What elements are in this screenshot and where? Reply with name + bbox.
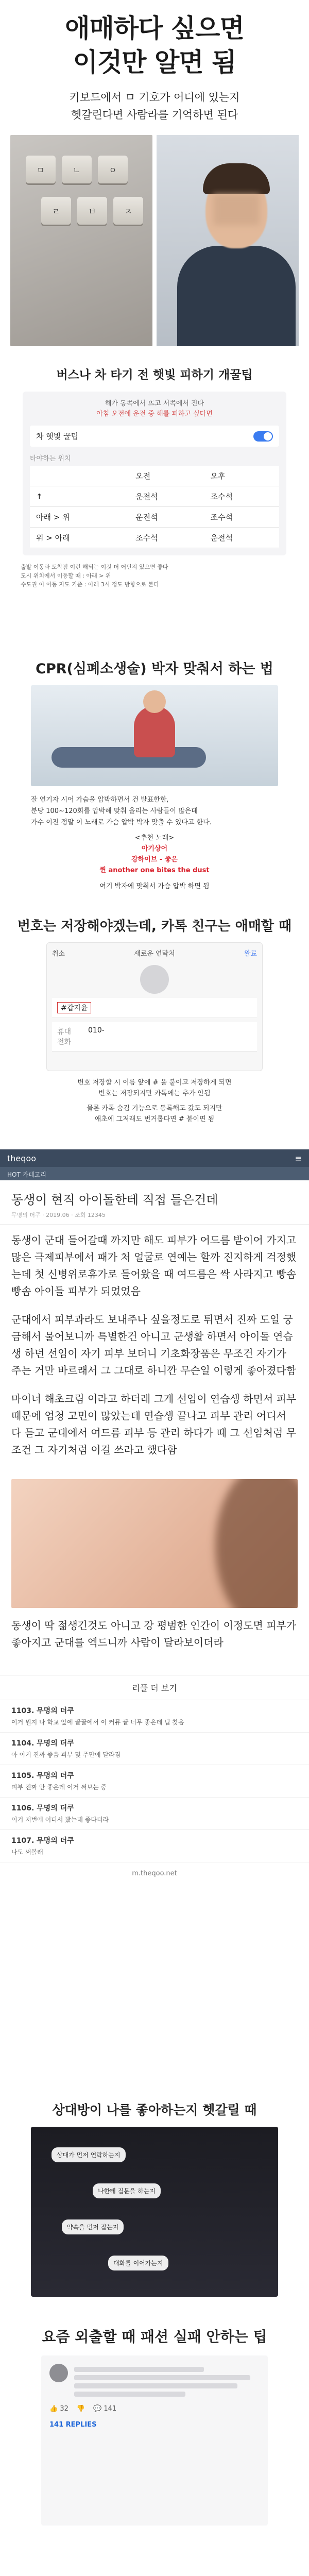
- fashion-title: 요즘 외출할 때 패션 실패 안하는 팁: [42, 2328, 267, 2345]
- contact-title: 번호는 저장해야겠는데, 카톡 친구는 애매할 때: [17, 919, 292, 934]
- comment-text-blurred: [74, 2364, 260, 2400]
- post-title: 동생이 현직 아이돌한테 직접 들은건데: [11, 1193, 218, 1207]
- desc-line-2: 헷갈린다면 사람라를 기억하면 된다: [71, 109, 238, 121]
- key: ㄹ: [41, 197, 71, 225]
- section-sunlight-tip: [0, 361, 309, 654]
- portrait-photo: [157, 135, 299, 346]
- section-fashion-tip: [0, 2318, 309, 2576]
- cpr-body: 잘 연기자 시어 가슴을 압박하면서 건 발표한한, 분당 100~120회를 압박해 맞춰 올리는 사람들이 많은데 가수 이전 정말 이 노래로 가슴 압박 박자 맞출 수 있다고 한다.: [31, 796, 212, 826]
- chat-bubble: 약속을 먼저 잡는지: [62, 2219, 124, 2234]
- screen-title: 새로운 연락처: [134, 950, 175, 958]
- sunlight-title: 버스나 차 타기 전 햇빛 피하기 개꿀팁: [56, 368, 253, 382]
- key: ㅇ: [98, 156, 128, 183]
- toggle-row[interactable]: [30, 426, 279, 447]
- note-line-1: 해가 동쪽에서 뜨고 서쪽에서 진다: [105, 400, 204, 408]
- phone-screenshot: [46, 942, 263, 1071]
- title-line-1: 애매하다 싶으면: [65, 13, 244, 43]
- chat-bubble: 상대가 먼저 연락하는지: [52, 2147, 126, 2162]
- key: ㅈ: [113, 197, 143, 225]
- name-field[interactable]: #갑지윤: [52, 998, 257, 1018]
- post-body-end: [0, 1610, 309, 1670]
- table-row: 위 > 아래 조수석 운전석: [30, 528, 279, 548]
- comment: 1105. 무명의 더쿠 피부 진짜 안 좋은데 이거 써보는 중: [0, 1765, 309, 1798]
- key: ㅂ: [77, 197, 107, 225]
- comment: 1106. 무명의 더쿠 이거 저번에 어디서 봤는데 좋다더라: [0, 1798, 309, 1830]
- seat-table: [30, 466, 279, 548]
- desc-line-1: 키보드에서 ㅁ 기호가 어디에 있는지: [69, 91, 240, 104]
- cpr-title: CPR(심폐소생술) 박자 맞춰서 하는 법: [36, 661, 273, 677]
- keyboard-title: [0, 11, 309, 79]
- site-logo[interactable]: theqoo: [7, 1153, 36, 1163]
- title-line-2: 이것만 알면 됨: [73, 47, 236, 77]
- section-cpr: [0, 654, 309, 914]
- key: ㅁ: [26, 156, 56, 183]
- site-header: [0, 1149, 309, 1167]
- toggle-switch[interactable]: [253, 431, 273, 442]
- table-row: ↑ 운전석 조수석: [30, 486, 279, 507]
- photo-row: [10, 135, 299, 346]
- comment: 1103. 무명의 더쿠 이거 뭔지 나 학교 앞에 끝꿀에서 이 커뮤 끝 너무 좋은데 팁 찾음: [0, 1700, 309, 1733]
- dislike-button[interactable]: 👎: [76, 2405, 85, 2413]
- paragraph: 동생이 군대 들어갈때 까지만 해도 피부가 어드름 밭이어 가지고 많은 극제피부에서 패가 처 얼굴로 연예는 할까 진지하게 걱정했는데 첫 신병위로휴가로 들어왔을 때 여드름은 싹 사라지고 빵솜빵솜 아이들 피부가 되었었음: [11, 1234, 297, 1297]
- key: ㄴ: [62, 156, 92, 183]
- table-row: 아래 > 위 운전석 조수석: [30, 507, 279, 528]
- section-label: 타야하는 위치: [30, 455, 71, 463]
- cpr-illustration: [31, 685, 278, 786]
- replies-link[interactable]: 141 REPLIES: [49, 2421, 97, 2429]
- like-button[interactable]: 👍 32: [49, 2405, 68, 2413]
- chat-bubble: 대화를 이어가는지: [108, 2256, 168, 2270]
- paragraph: 군대에서 피부과라도 보내주나 싶을정도로 튀면서 진짜 도일 궁금해서 물어보니까 특별한건 아니고 군생활 하면서 아이돌 연습생 하던 선임이 자기 피부 보더니 기초화장품은 무조건 자기가 주는 거만 바르래서 그 그대로 하니깐 무슨일 이렇게 좋아졌다함: [11, 1313, 297, 1377]
- keyboard-photo: [10, 135, 152, 346]
- comment-list: [0, 1675, 309, 1885]
- chat-screenshot: [31, 2127, 278, 2297]
- section-contact-tip: [0, 914, 309, 1149]
- youtube-comment: [41, 2355, 268, 2526]
- cancel-button[interactable]: 취소: [52, 950, 65, 958]
- paragraph: 동생이 딱 젊생긴것도 아니고 강 평범한 인간이 이정도면 피부가 좋아지고 군대를 엑드니까 사람이 달라보이더라: [11, 1619, 297, 1649]
- comment: 1104. 무명의 더쿠 아 이거 진짜 좋음 피부 몇 주만에 달라짐: [0, 1733, 309, 1765]
- post-body: [0, 1225, 309, 1477]
- site-url[interactable]: m.theqoo.net: [132, 1870, 177, 1877]
- contact-foot: 번호 저장할 시 이름 앞에 # 을 붙이고 저장하게 되면 번호는 저장되지만 카톡에는 추가 안됨 물론 카톡 숨김 기능으로 동록해도 갔도 되지만 애초에 그저래도 번거롭다면 # 붙이면 됨: [77, 1079, 232, 1123]
- keyboard-desc: [0, 89, 309, 124]
- sunlight-card: [23, 392, 286, 555]
- phone-field[interactable]: 휴대전화 010-: [52, 1022, 257, 1052]
- song-list: <추천 노래> 아기상어 강하이브 - 좋은 퀸 another one bites the dust 여기 박자에 맞춰서 가슴 압박 하면 됨: [99, 834, 210, 890]
- note-line-2: 아침 오전에 운전 중 해를 피하고 싶다면: [96, 410, 213, 418]
- skin-photo: [11, 1479, 298, 1608]
- done-button[interactable]: 완료: [244, 950, 257, 958]
- avatar[interactable]: [49, 2364, 68, 2382]
- contact-topbar: [52, 948, 257, 958]
- post-meta: 무명의 더쿠 · 2019.06 · 조회 12345: [0, 1211, 309, 1225]
- more-comments-button[interactable]: 리플 더 보기: [0, 1675, 309, 1700]
- paragraph: 마이너 해초크림 이라고 하더래 그게 선임이 연습생 하면서 피부 때문에 엄청 고민이 많았는데 연습생 끝나고 피부 관리 어디서 다 듣고 군대에서 여드름 피부 등 관리 하다가 때 그 선임처럼 무조건 그 자기처럼 이걸 쓰라고 했다함: [11, 1393, 297, 1456]
- comment-actions: [49, 2405, 260, 2413]
- table-header-row: 오전 오후: [30, 466, 279, 486]
- crush-title: 상대방이 나를 좋아하는지 헷갈릴 때: [52, 2103, 257, 2117]
- board-name[interactable]: HOT 카테고리: [0, 1167, 309, 1180]
- section-crush-tip: [0, 2092, 309, 2318]
- chat-bubble: 나한테 질문을 하는지: [93, 2183, 161, 2198]
- toggle-label: 차 햇빛 꿀팁: [36, 432, 78, 441]
- section-keyboard-tip: [0, 0, 309, 361]
- sunlight-footnote: 출발 이동과 도착점 이런 해되는 이것 더 어딘지 있으면 좋다 도시 위치에서 이동할 때 : 아래 > 위 수도권 이 이동 지도 기준 : 아래 3시 정도 방향으로 본다: [21, 564, 168, 588]
- menu-icon[interactable]: ≡: [295, 1153, 302, 1163]
- section-theqoo-post: [0, 1149, 309, 2092]
- comment-row: [49, 2364, 260, 2400]
- comment: 1107. 무명의 더쿠 나도 써볼래: [0, 1830, 309, 1862]
- avatar[interactable]: [140, 965, 169, 994]
- reply-button[interactable]: 💬 141: [93, 2405, 117, 2413]
